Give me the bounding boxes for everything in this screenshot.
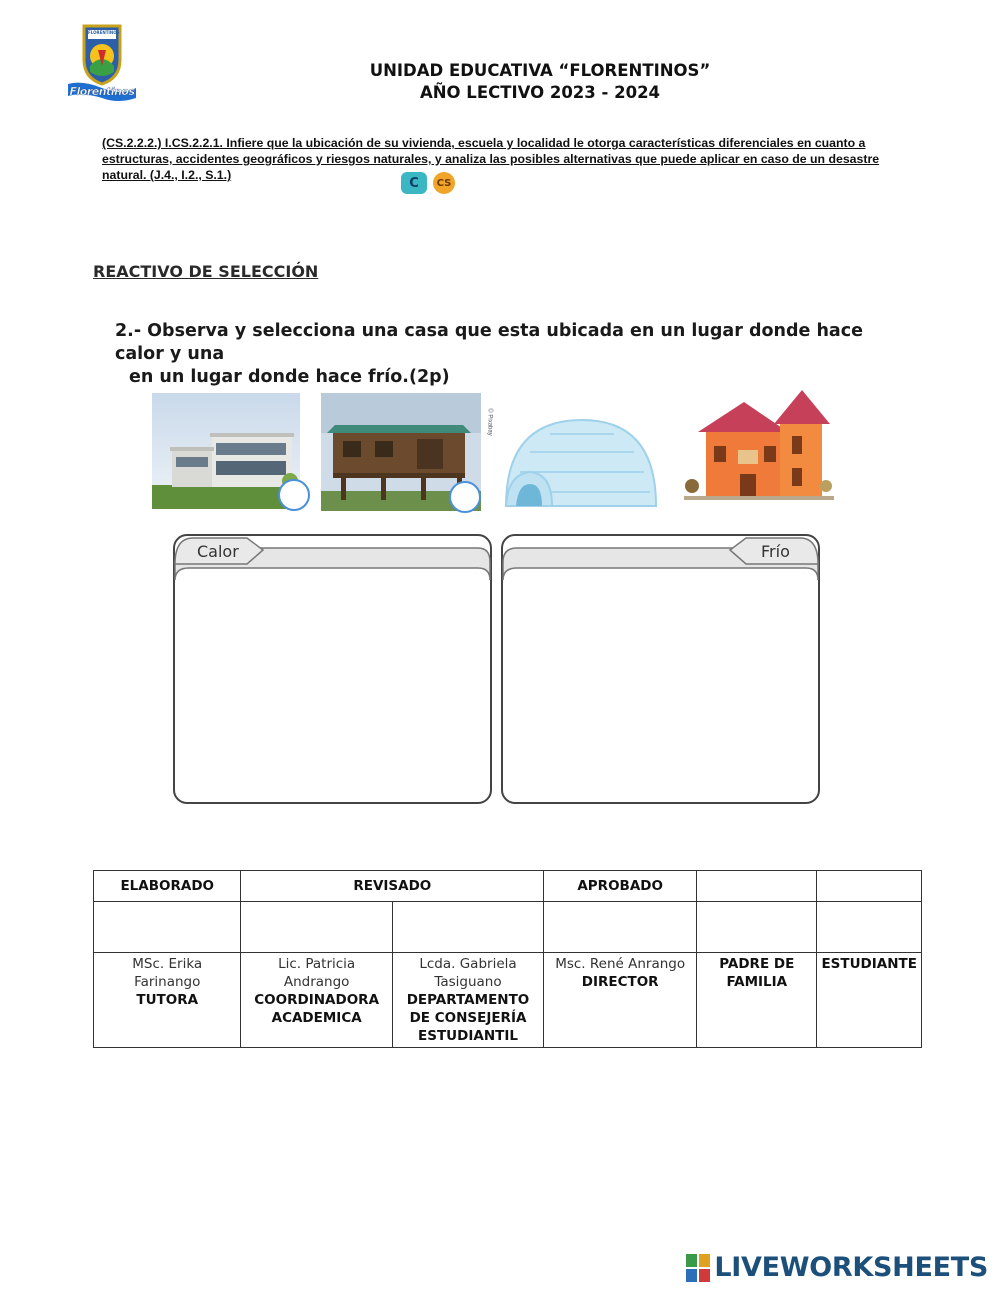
header-revisado: REVISADO <box>241 871 544 902</box>
coordinadora-cell <box>241 953 392 1048</box>
cs-badge-label: CS <box>436 177 452 189</box>
orange-house-image[interactable] <box>684 388 834 506</box>
c-badge-label: C <box>409 175 419 191</box>
signature-cell-director <box>544 902 697 953</box>
estudiante-cell <box>817 953 922 1048</box>
director-cell <box>544 953 697 1048</box>
liveworksheets-logo-icon <box>686 1254 710 1282</box>
school-name: UNIDAD EDUCATIVA “FLORENTINOS” <box>369 61 711 80</box>
section-heading: REACTIVO DE SELECCIÓN <box>93 262 319 281</box>
signature-cell-dece <box>392 902 543 953</box>
modern-house-image[interactable] <box>152 393 300 509</box>
calor-label: Calor <box>197 542 239 561</box>
signature-cell-estudiante <box>817 902 922 953</box>
c-badge-icon <box>401 172 427 194</box>
liveworksheets-brand[interactable] <box>686 1252 988 1283</box>
header-empty-1 <box>697 871 817 902</box>
dece-cell <box>392 953 543 1048</box>
select-radio-modern-house[interactable] <box>278 479 310 511</box>
coordinadora-role: COORDINADORA ACADEMICA <box>254 992 380 1026</box>
header-elaborado: ELABORADO <box>94 871 241 902</box>
signature-table <box>93 870 922 1048</box>
skill-statement: (CS.2.2.2.) I.CS.2.2.1. Infiere que la ubicación de su vivienda, escuela y localidad le otorga características diferenciales en cuanto a estructuras, accidentes geográficos y riesgos naturales, y analiza las posibles alternativas que puede aplicar en caso de un desastre natural. (J.4., I.2., S.1.) <box>102 136 880 182</box>
signature-cell-padre <box>697 902 817 953</box>
header-aprobado: APROBADO <box>544 871 697 902</box>
padre-cell <box>697 953 817 1048</box>
signature-cell-coordinadora <box>241 902 392 953</box>
calor-drop-zone[interactable] <box>173 534 492 804</box>
school-year: AÑO LECTIVO 2023 - 2024 <box>419 83 661 102</box>
tutora-role: TUTORA <box>136 992 199 1008</box>
signature-cell-tutora <box>94 902 241 953</box>
cs-badge-icon <box>433 172 455 194</box>
tutora-cell <box>94 953 241 1048</box>
image-credit: © Pixabay <box>486 408 493 436</box>
question-text <box>115 320 915 389</box>
header-empty-2 <box>817 871 922 902</box>
table-row <box>94 871 922 902</box>
skill-badges <box>401 172 455 194</box>
estudiante-role: ESTUDIANTE <box>821 956 917 972</box>
igloo-icon <box>500 412 660 508</box>
dece-role: DEPARTAMENTO DE CONSEJERÍA ESTUDIANTIL <box>406 992 530 1044</box>
orange-house-icon <box>684 388 834 506</box>
question-line-2: en un lugar donde hace frío.(2p) <box>129 367 450 387</box>
table-row <box>94 953 922 1048</box>
director-name: Msc. René Anrango <box>555 956 686 972</box>
logo-small-text: FLORENTINOS <box>88 30 120 35</box>
question-line-1: 2.- Observa y selecciona una casa que esta ubicada en un lugar donde hace calor y una <box>115 321 863 364</box>
director-role: DIRECTOR <box>581 974 659 990</box>
tutora-name: MSc. Erika Farinango <box>132 956 203 990</box>
coordinadora-name: Lic. Patricia Andrango <box>278 956 356 990</box>
table-row <box>94 902 922 953</box>
igloo-image[interactable] <box>500 412 660 508</box>
select-radio-stilt-house[interactable] <box>449 481 481 513</box>
frio-label: Frío <box>761 542 790 561</box>
stilt-house-image[interactable] <box>321 393 493 511</box>
dece-name: Lcda. Gabriela Tasiguano <box>419 956 517 990</box>
logo-script-text: Florentinos <box>69 85 135 98</box>
liveworksheets-text: LIVEWORKSHEETS <box>714 1252 988 1283</box>
page-title <box>0 60 1000 104</box>
padre-role: PADRE DE FAMILIA <box>719 956 795 990</box>
frio-drop-zone[interactable] <box>501 534 820 804</box>
